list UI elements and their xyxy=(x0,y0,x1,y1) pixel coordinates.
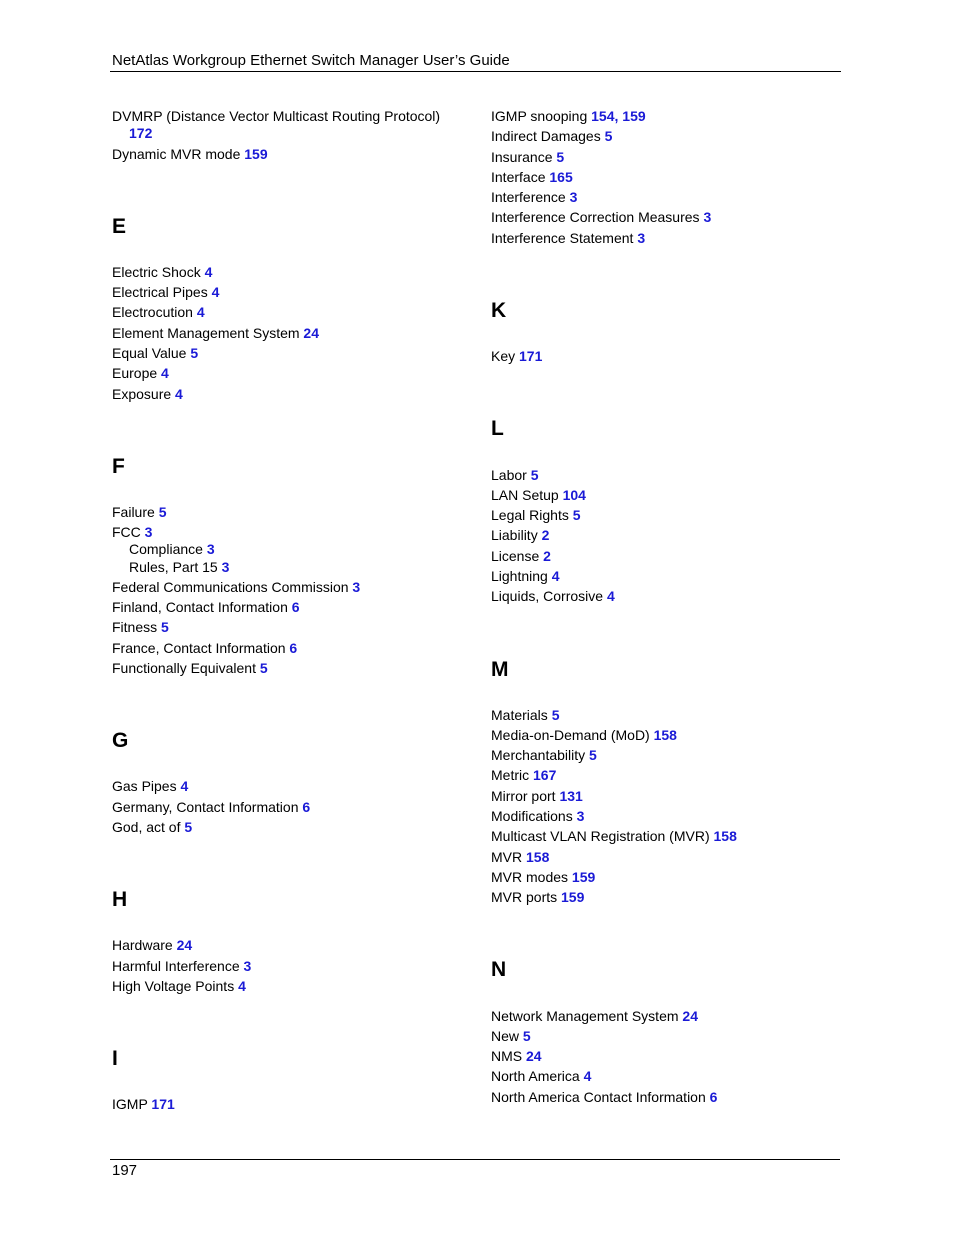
page-link[interactable]: 3 xyxy=(703,209,712,225)
index-entry-continuation xyxy=(129,125,152,142)
index-term: Electrical Pipes xyxy=(112,284,208,300)
page-link[interactable]: 172 xyxy=(129,125,153,141)
index-entry xyxy=(112,937,192,954)
index-entry xyxy=(491,348,542,365)
index-entry xyxy=(112,778,188,795)
page-link[interactable]: 159 xyxy=(561,889,585,905)
page-link[interactable]: 5 xyxy=(551,707,560,723)
index-entry xyxy=(491,869,595,886)
page-link[interactable]: 5 xyxy=(161,619,169,635)
page-link[interactable]: 3 xyxy=(569,189,578,205)
index-entry xyxy=(491,707,559,724)
page-link[interactable]: 159 xyxy=(244,146,268,162)
index-entry xyxy=(491,828,737,845)
page-link[interactable]: 5 xyxy=(522,1028,531,1044)
section-letter-l: L xyxy=(491,417,504,440)
index-entry xyxy=(491,169,573,186)
index-term: Mirror port xyxy=(491,788,556,804)
index-term: Interference Correction Measures xyxy=(491,209,700,225)
page-link[interactable]: 3 xyxy=(243,958,252,974)
index-term: Compliance xyxy=(129,541,203,557)
index-subentry xyxy=(129,541,215,558)
index-term: Element Management System xyxy=(112,325,300,341)
page-link[interactable]: 5 xyxy=(556,149,565,165)
index-term: Media-on-Demand (MoD) xyxy=(491,727,650,743)
index-entry xyxy=(491,1068,591,1085)
index-entry xyxy=(491,149,564,166)
section-letter-f: F xyxy=(112,455,125,478)
index-entry xyxy=(491,568,560,585)
page-link[interactable]: 24 xyxy=(682,1008,698,1024)
page-link[interactable]: 3 xyxy=(637,230,646,246)
index-term: High Voltage Points xyxy=(112,978,235,994)
index-entry: IGMP snooping 154, 159 xyxy=(491,108,646,124)
index-entry xyxy=(491,727,677,744)
page-link[interactable]: 3 xyxy=(206,541,215,557)
index-term: Legal Rights xyxy=(491,507,569,523)
index-entry xyxy=(491,808,584,825)
page-link[interactable]: 165 xyxy=(549,169,573,185)
index-term: Materials xyxy=(491,707,548,723)
index-term: Exposure xyxy=(112,386,172,402)
section-letter-m: M xyxy=(491,658,509,681)
index-entry xyxy=(112,325,319,342)
page-link[interactable]: 4 xyxy=(196,304,205,320)
index-term: License xyxy=(491,548,540,564)
section-letter-i: I xyxy=(112,1047,118,1070)
index-term: Lightning xyxy=(491,568,548,584)
index-term: LAN Setup xyxy=(491,487,559,503)
page-link[interactable]: 171 xyxy=(151,1096,175,1112)
index-entry xyxy=(491,889,584,906)
index-term: Federal Communications Commission xyxy=(112,579,349,595)
index-term: IGMP snooping xyxy=(491,108,588,124)
page-link[interactable]: 5 xyxy=(604,128,613,144)
page-link[interactable]: 3 xyxy=(144,524,153,540)
index-term: North America Contact Information xyxy=(491,1089,706,1105)
index-entry xyxy=(112,799,310,816)
index-entry xyxy=(491,507,581,524)
index-term: Functionally Equivalent xyxy=(112,660,256,676)
page-link[interactable]: 3 xyxy=(576,808,585,824)
index-term: Merchantability xyxy=(491,747,586,763)
page-link[interactable]: 4 xyxy=(180,778,189,794)
page-link[interactable]: 158 xyxy=(526,849,550,865)
index-entry xyxy=(491,189,577,206)
page-link[interactable]: 131 xyxy=(559,788,583,804)
index-entry xyxy=(112,108,440,125)
page-link[interactable]: 5 xyxy=(572,507,581,523)
index-term: Europe xyxy=(112,365,158,381)
page-link[interactable]: 4 xyxy=(161,365,169,381)
page-link[interactable]: 6 xyxy=(291,599,300,615)
index-term: FCC xyxy=(112,524,141,540)
section-letter-e: E xyxy=(112,215,127,238)
index-entry xyxy=(491,588,615,605)
index-term: Key xyxy=(491,348,516,364)
index-term: Electrocution xyxy=(112,304,193,320)
index-entry xyxy=(112,386,183,403)
page-link[interactable]: 5 xyxy=(530,467,539,483)
page-link[interactable]: 24 xyxy=(526,1048,542,1064)
index-term: MVR modes xyxy=(491,869,569,885)
index-term: DVMRP (Distance Vector Multicast Routing Protocol) xyxy=(112,108,441,124)
index-entry xyxy=(112,619,169,636)
page-link[interactable]: 5 xyxy=(190,345,199,361)
index-term: IGMP xyxy=(112,1096,148,1112)
index-entry xyxy=(491,487,586,504)
index-term: Interference xyxy=(491,189,566,205)
header-rule xyxy=(110,71,841,72)
page-link[interactable]: 159 xyxy=(622,108,646,124)
index-term: Liability xyxy=(491,527,538,543)
index-entry xyxy=(112,365,169,382)
page-link[interactable]: 5 xyxy=(158,504,167,520)
section-letter-k: K xyxy=(491,299,507,322)
page-link[interactable]: 4 xyxy=(551,568,560,584)
index-term: Harmful Interference xyxy=(112,958,240,974)
index-entry xyxy=(491,527,549,544)
index-entry xyxy=(491,230,645,247)
index-entry xyxy=(491,467,539,484)
page-link[interactable]: 4 xyxy=(238,978,246,994)
index-term: God, act of xyxy=(112,819,181,835)
page-link[interactable]: 159 xyxy=(571,869,596,885)
index-term: France, Contact Information xyxy=(112,640,286,656)
index-term: Gas Pipes xyxy=(112,778,177,794)
index-term: MVR ports xyxy=(491,889,558,905)
index-entry xyxy=(112,345,198,362)
index-entry xyxy=(491,128,612,145)
page-link[interactable]: 6 xyxy=(289,640,298,656)
index-term: Finland, Contact Information xyxy=(112,599,288,615)
index-term: Equal Value xyxy=(112,345,187,361)
page-link[interactable]: 5 xyxy=(589,747,597,763)
page-link[interactable]: 3 xyxy=(352,579,361,595)
index-entry xyxy=(112,264,212,281)
index-term: Interface xyxy=(491,169,546,185)
running-header-title: NetAtlas Workgroup Ethernet Switch Manager User’s Guide xyxy=(112,52,510,69)
footer-rule xyxy=(110,1159,840,1160)
index-term: Insurance xyxy=(491,149,553,165)
index-term: North America xyxy=(491,1068,580,1084)
index-entry xyxy=(112,579,360,596)
index-term: Hardware xyxy=(112,937,173,953)
page-link[interactable]: 167 xyxy=(533,767,557,783)
index-entry xyxy=(112,640,297,657)
page-link[interactable]: 5 xyxy=(184,819,193,835)
index-entry xyxy=(491,767,556,784)
page-link[interactable]: 3 xyxy=(221,559,230,575)
index-subentry xyxy=(129,559,229,576)
index-entry xyxy=(491,1048,542,1065)
page-link[interactable]: 6 xyxy=(302,799,311,815)
index-entry xyxy=(112,146,268,163)
index-entry xyxy=(112,504,166,521)
index-entry xyxy=(112,819,192,836)
page-link[interactable]: 24 xyxy=(303,325,319,341)
index-term: MVR xyxy=(491,849,523,865)
page-link[interactable]: 158 xyxy=(713,828,737,844)
index-entry xyxy=(491,1028,531,1045)
index-entry xyxy=(112,1096,175,1113)
page-link[interactable]: 6 xyxy=(709,1089,718,1105)
page-link[interactable]: 4 xyxy=(175,386,183,402)
index-term: Metric xyxy=(491,767,530,783)
page-number: 197 xyxy=(112,1162,138,1179)
index-entry xyxy=(491,1089,717,1106)
index-entry xyxy=(491,747,597,764)
index-term: New xyxy=(491,1028,520,1044)
index-term: Indirect Damages xyxy=(491,128,601,144)
section-letter-g: G xyxy=(112,729,129,752)
index-entry xyxy=(112,524,152,541)
index-term: Network Management System xyxy=(491,1008,679,1024)
index-term: Electric Shock xyxy=(112,264,201,280)
page-link[interactable]: 104 xyxy=(562,487,586,503)
index-term: Fitness xyxy=(112,619,158,635)
index-entry xyxy=(491,548,551,565)
page-link[interactable]: 154 xyxy=(591,108,615,124)
index-term: Labor xyxy=(491,467,527,483)
page-link[interactable]: 171 xyxy=(519,348,543,364)
page-link[interactable]: 4 xyxy=(211,284,220,300)
index-entry xyxy=(491,209,711,226)
index-entry xyxy=(112,978,246,995)
index-entry xyxy=(491,788,583,805)
page-link[interactable]: 24 xyxy=(176,937,193,953)
index-entry xyxy=(491,1008,698,1025)
index-term: NMS xyxy=(491,1048,523,1064)
index-entry xyxy=(112,304,205,321)
index-term: Dynamic MVR mode xyxy=(112,146,241,162)
index-term: Interference Statement xyxy=(491,230,634,246)
index-entry xyxy=(112,660,268,677)
page-link[interactable]: 4 xyxy=(583,1068,592,1084)
page-link[interactable]: 2 xyxy=(543,548,551,564)
section-letter-n: N xyxy=(491,958,507,981)
index-term: Failure xyxy=(112,504,155,520)
index-entry xyxy=(491,849,549,866)
section-letter-h: H xyxy=(112,888,128,911)
page-link[interactable]: 5 xyxy=(259,660,268,676)
index-term: Liquids, Corrosive xyxy=(491,588,604,604)
index-entry xyxy=(112,599,300,616)
index-entry xyxy=(112,958,251,975)
index-entry xyxy=(112,284,219,301)
index-term: Modifications xyxy=(491,808,573,824)
index-term: Multicast VLAN Registration (MVR) xyxy=(491,828,710,844)
page-link[interactable]: 2 xyxy=(541,527,550,543)
page-link[interactable]: 4 xyxy=(204,264,213,280)
page-link[interactable]: 158 xyxy=(653,727,677,743)
index-term: Germany, Contact Information xyxy=(112,799,299,815)
page-link[interactable]: 4 xyxy=(606,588,615,604)
index-term: Rules, Part 15 xyxy=(129,559,218,575)
